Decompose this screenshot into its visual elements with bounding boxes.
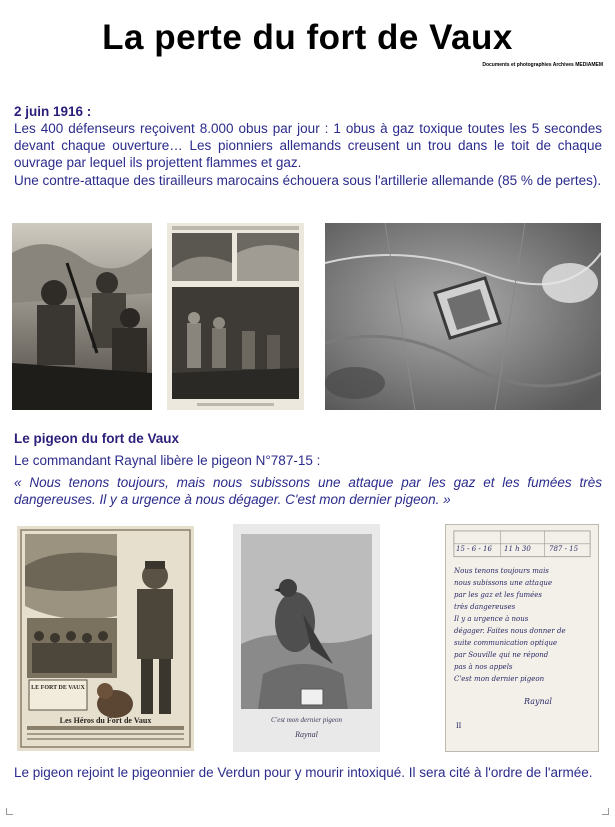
soldiers-trench-photo [12,223,152,410]
section2-intro: Le commandant Raynal libère le pigeon N°787-15 : [14,453,321,468]
section1-paragraph-1: Les 400 défenseurs reçoivent 8.000 obus par jour : 1 obus à gaz toxique toutes les 5 secondes devant chaque ouverture… Les pionniers allemands creusent un trou dans le toit de chaque ouvrage par lequel ils projettent flammes et gaz. [14,121,602,170]
corner-mark [602,808,609,815]
pigeon-signature: Raynal [295,730,318,739]
note-line: Nous tenons toujours mais [454,567,549,575]
note-line: nous subissons une attaque [454,579,553,587]
pigeon-caption: C'est mon dernier pigeon [271,716,342,724]
note-signature: Raynal [524,697,552,706]
section2-heading: Le pigeon du fort de Vaux [14,431,180,446]
note-lines [454,565,594,685]
magazine-page-photo [167,223,304,410]
credit-line: Documents et photographies Archives MEDIAMEM [482,62,603,68]
note-header-date: 15 - 6 - 16 [456,545,492,553]
note-header-number: 787 - 15 [549,545,579,553]
note-footnote: II [456,721,462,730]
heroes-of-fort-vaux-poster [17,526,194,751]
note-line: C'est mon dernier pigeon [454,675,545,683]
conclusion-paragraph: Le pigeon rejoint le pigeonnier de Verdun pour y mourir intoxiqué. Il sera cité à l'ordre de l'armée. [14,765,593,780]
note-line: pas à nos appels [454,663,513,671]
section1-paragraph-2: Une contre-attaque des tirailleurs marocains échouera sous l'artillerie allemande (85 % de pertes). [14,173,602,188]
pigeon-quote: « Nous tenons toujours, mais nous subissons une attaque par les gaz et les fumées très dangereuses. Il y a urgence à nous dégager. C'est mon dernier pigeon. » [14,475,602,507]
note-line: Il y a urgence à nous [454,615,529,623]
note-line: dégager. Faites nous donner de [454,627,566,635]
section-date: 2 juin 1916 : [14,104,92,119]
pigeon-photo [233,524,380,752]
note-line: par les gaz et les fumées [454,591,542,599]
note-line: suite communication optique [454,639,558,647]
note-line: très dangereuses [454,603,516,611]
page-title: La perte du fort de Vaux [102,18,513,57]
corner-mark [6,808,13,815]
poster-box-title: LE FORT DE VAUX [31,685,85,691]
note-header-time: 11 h 30 [504,545,531,553]
aerial-fort-photo [325,223,601,410]
poster-caption: Les Héros du Fort de Vaux [59,716,152,725]
handwritten-message [445,524,599,752]
note-line: par Souville qui ne répond [454,651,549,659]
